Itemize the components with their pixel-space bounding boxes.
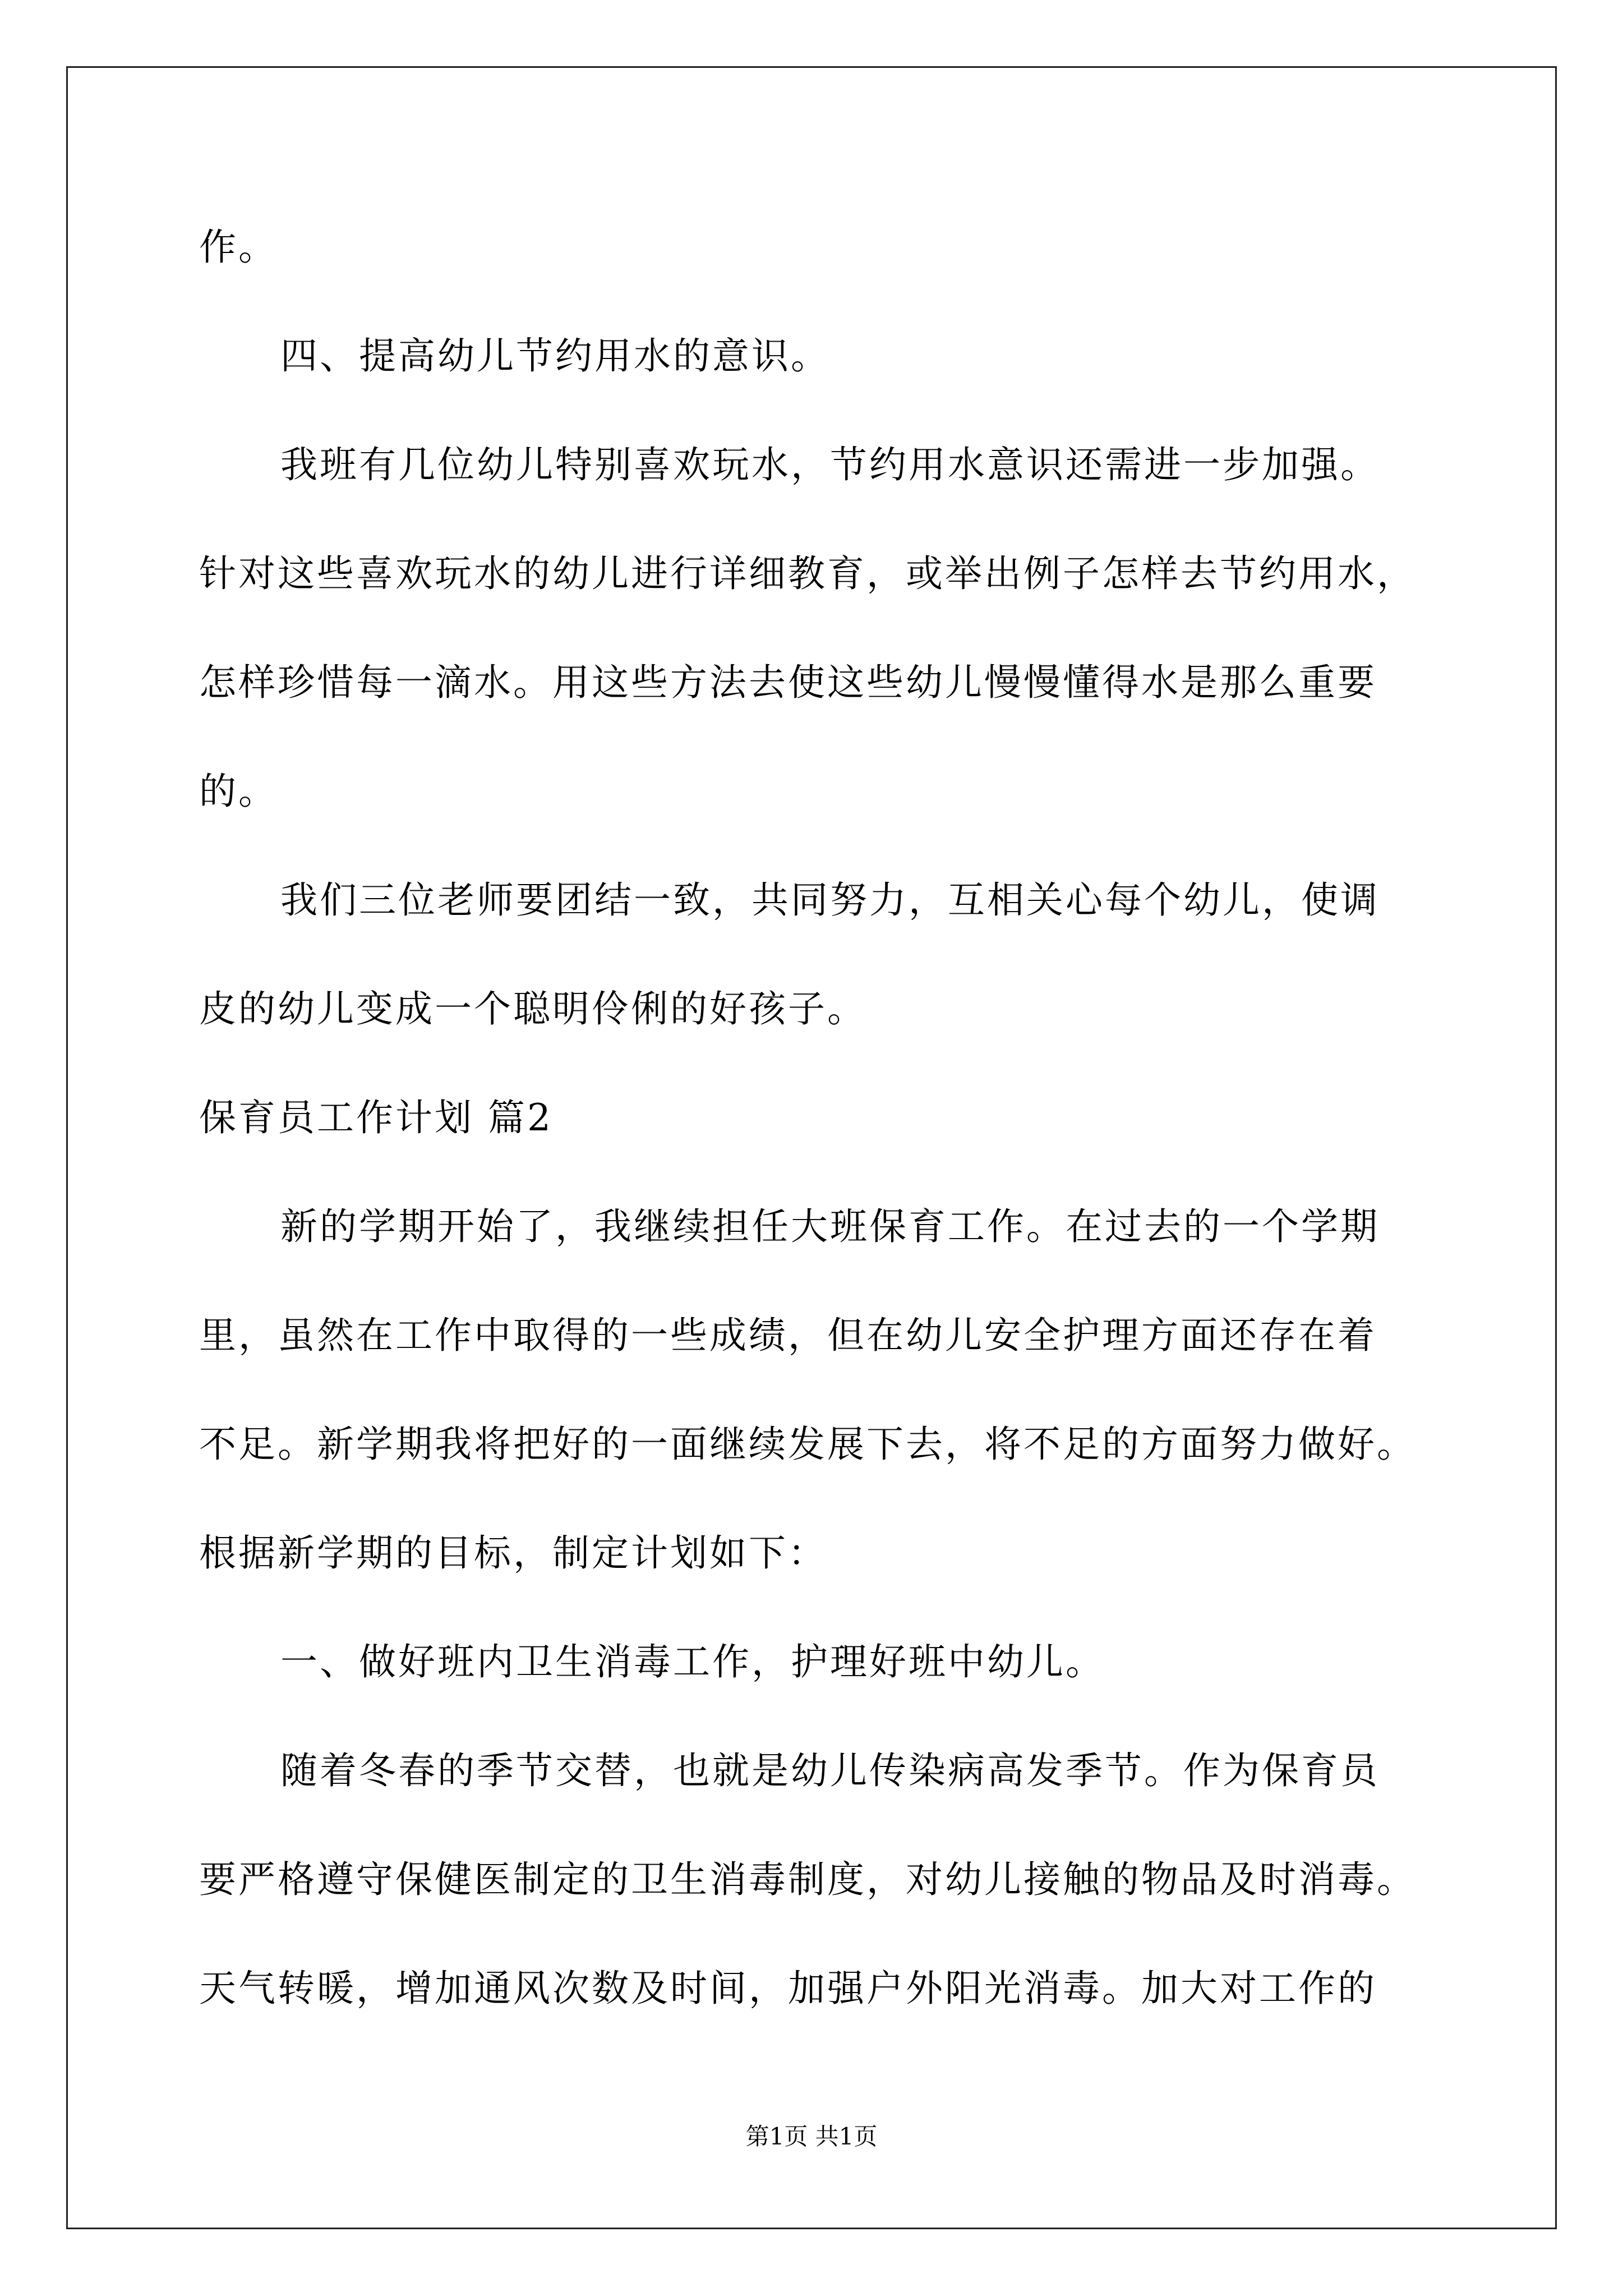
paragraph-line: 要严格遵守保健医制定的卫生消毒制度，对幼儿接触的物品及时消毒。 (199, 1858, 1416, 1901)
paragraph-line: 随着冬春的季节交替，也就是幼儿传染病高发季节。作为保育员 (280, 1749, 1380, 1792)
paragraph-line: 皮的幼儿变成一个聪明伶俐的好孩子。 (199, 987, 866, 1030)
section-heading: 一、做好班内卫生消毒工作，护理好班中幼儿。 (280, 1640, 1105, 1683)
section-heading: 四、提高幼儿节约用水的意识。 (280, 334, 830, 378)
paragraph-line: 作。 (199, 226, 278, 269)
paragraph-line: 怎样珍惜每一滴水。用这些方法去使这些幼儿慢慢懂得水是那么重要 (199, 661, 1377, 704)
paragraph-line: 我们三位老师要团结一致，共同努力，互相关心每个幼儿，使调 (280, 878, 1380, 922)
page-number-footer: 第1页 共1页 (745, 2123, 878, 2150)
paragraph-line: 我班有几位幼儿特别喜欢玩水，节约用水意识还需进一步加强。 (280, 443, 1380, 486)
page-border (66, 66, 1557, 2229)
paragraph-line: 根据新学期的目标，制定计划如下： (199, 1531, 827, 1575)
paragraph-line: 的。 (199, 770, 278, 813)
paragraph-line: 天气转暖，增加通风次数及时间，加强户外阳光消毒。加大对工作的 (199, 1967, 1377, 2010)
paragraph-line: 里，虽然在工作中取得的一些成绩，但在幼儿安全护理方面还存在着 (199, 1314, 1377, 1357)
paragraph-line: 不足。新学期我将把好的一面继续发展下去，将不足的方面努力做好。 (199, 1423, 1416, 1466)
document-heading: 保育员工作计划 篇2 (199, 1096, 553, 1139)
paragraph-line: 针对这些喜欢玩水的幼儿进行详细教育，或举出例子怎样去节约用水， (199, 552, 1416, 595)
paragraph-line: 新的学期开始了，我继续担任大班保育工作。在过去的一个学期 (280, 1205, 1380, 1248)
